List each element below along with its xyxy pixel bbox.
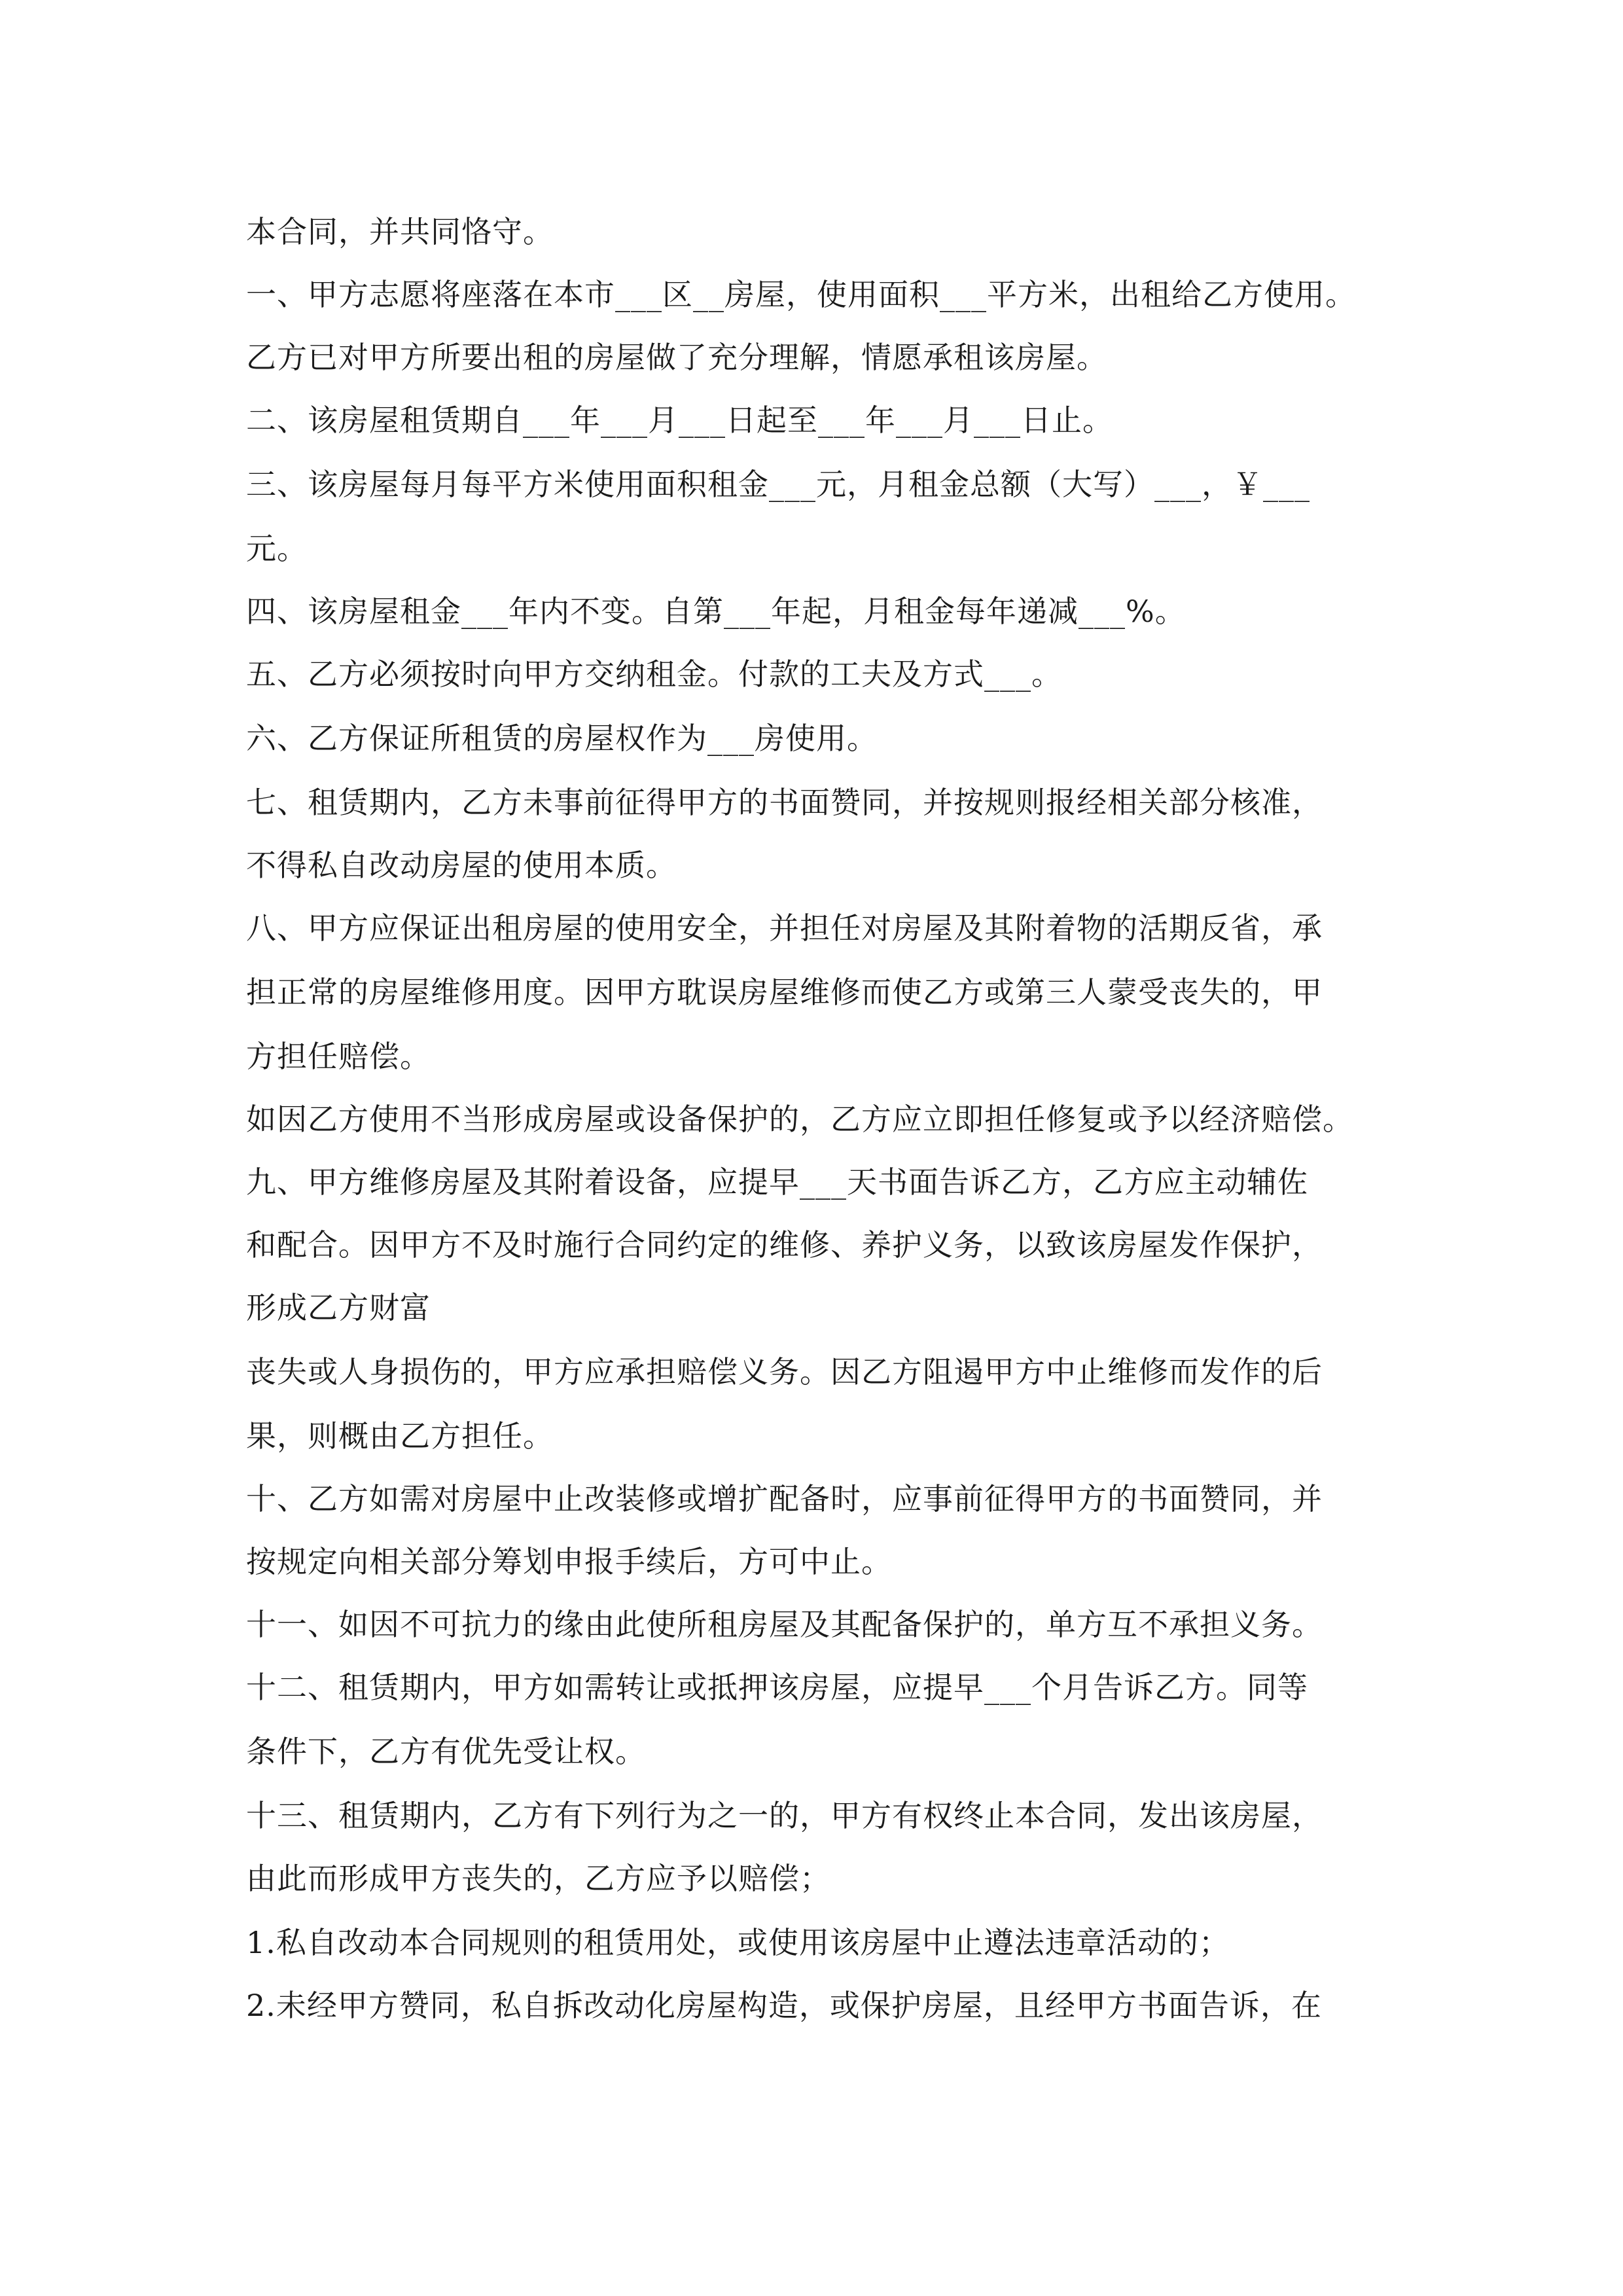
text-line: 六、乙方保证所租赁的房屋权作为___房使用。 [246,721,878,756]
text-line: 如因乙方使用不当形成房屋或设备保护的，乙方应立即担任修复或予以经济赔偿。 [246,1102,1353,1137]
text-line: 形成乙方财富 [246,1290,431,1325]
text-line: 二、该房屋租赁期自___年___月___日起至___年___月___日止。 [246,403,1113,438]
text-line: 一、甲方志愿将座落在本市___区__房屋，使用面积___平方米，出租给乙方使用。 [246,277,1356,312]
text-line: 五、乙方必须按时向甲方交纳租金。付款的工夫及方式___。 [246,656,1062,692]
text-line: 元。 [246,531,308,566]
text-line: 十三、租赁期内，乙方有下列行为之一的，甲方有权终止本合同，发出该房屋， [246,1798,1323,1833]
text-line: 四、该房屋租金___年内不变。自第___年起，月租金每年递减___%。 [246,594,1186,629]
text-line: 三、该房屋每月每平方米使用面积租金___元，月租金总额（大写）___，￥___ [246,467,1310,502]
text-line: 十二、租赁期内，甲方如需转让或抵押该房屋，应提早___个月告诉乙方。同等 [246,1670,1308,1705]
text-line: 方担任赔偿。 [246,1039,431,1074]
text-line: 按规定向相关部分筹划申报手续后，方可中止。 [246,1544,892,1579]
text-line: 担正常的房屋维修用度。因甲方耽误房屋维修而使乙方或第三人蒙受丧失的，甲 [246,975,1323,1010]
text-line: 十一、如因不可抗力的缘由此使所租房屋及其配备保护的，单方互不承担义务。 [246,1607,1323,1642]
text-line: 十、乙方如需对房屋中止改装修或增扩配备时，应事前征得甲方的书面赞同，并 [246,1481,1323,1516]
text-line: 丧失或人身损伤的，甲方应承担赔偿义务。因乙方阻遏甲方中止维修而发作的后 [246,1354,1323,1390]
text-line: 2.未经甲方赞同，私自拆改动化房屋构造，或保护房屋，且经甲方书面告诉，在 [246,1988,1322,2023]
text-line: 1.私自改动本合同规则的租赁用处，或使用该房屋中止遵法违章活动的； [246,1925,1230,1960]
text-line: 七、租赁期内，乙方未事前征得甲方的书面赞同，并按规则报经相关部分核准， [246,785,1323,820]
text-line: 八、甲方应保证出租房屋的使用安全，并担任对房屋及其附着物的活期反省，承 [246,910,1323,946]
text-line: 本合同，并共同恪守。 [246,214,554,249]
text-line: 九、甲方维修房屋及其附着设备，应提早___天书面告诉乙方，乙方应主动辅佐 [246,1164,1308,1200]
text-line: 条件下，乙方有优先受让权。 [246,1734,646,1769]
text-line: 乙方已对甲方所要出租的房屋做了充分理解，情愿承租该房屋。 [246,340,1107,375]
text-line: 不得私自改动房屋的使用本质。 [246,848,677,883]
text-line: 和配合。因甲方不及时施行合同约定的维修、养护义务，以致该房屋发作保护， [246,1227,1323,1263]
text-line: 果，则概由乙方担任。 [246,1418,554,1454]
text-line: 由此而形成甲方丧失的，乙方应予以赔偿； [246,1861,830,1896]
